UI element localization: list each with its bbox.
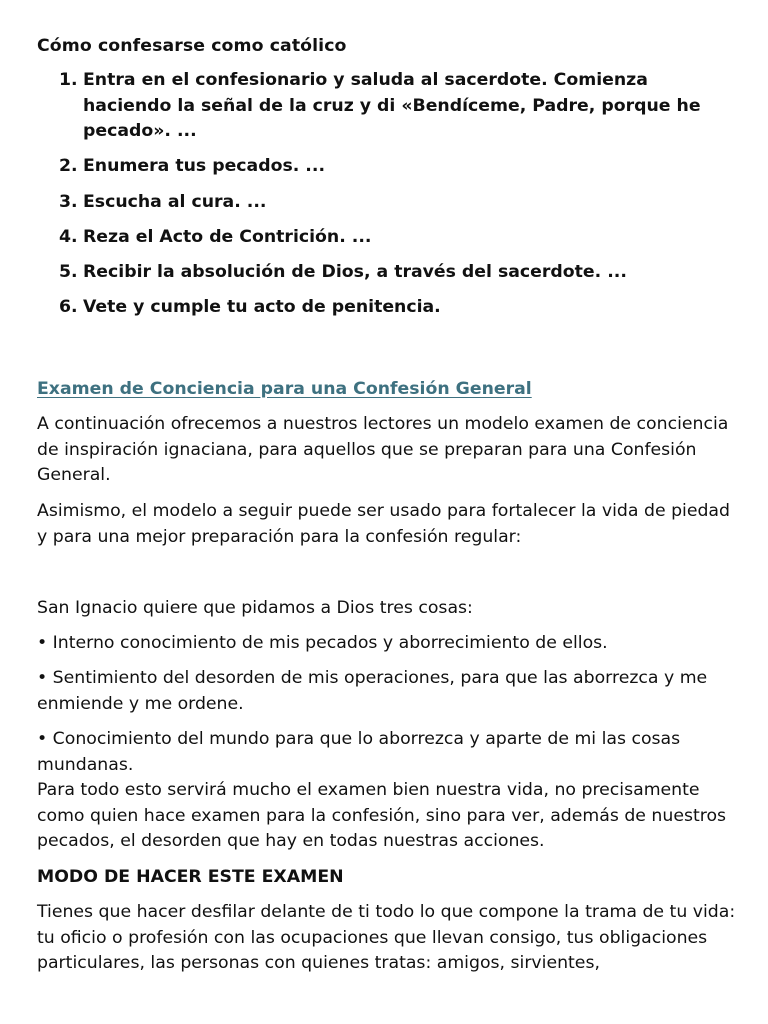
body-paragraph: Tienes que hacer desfilar delante de ti todo lo que compone la trama de tu vida: tu oficio o profesión con las ocupaciones que llevan consigo, tus obligaciones particulares, las personas con quienes tratas: amigos, sirvientes, — [37, 902, 736, 973]
bullet-item: • Conocimiento del mundo para que lo aborrezca y aparte de mi las cosas mundanas. — [37, 729, 681, 775]
list-item-number: 2. — [59, 156, 78, 177]
list-item-text: Vete y cumple tu acto de penitencia. — [83, 297, 441, 318]
list-item — [0, 154, 740, 180]
list-item-text: Recibir la absolución de Dios, a través del sacerdote. ... — [83, 262, 627, 283]
list-item-text: Entra en el confesionario y saluda al sacerdote. Comienza haciendo la señal de la cruz y di «Bendíceme, Padre, porque he pecado». ... — [83, 70, 701, 141]
list-item-number: 3. — [59, 191, 78, 212]
list-item — [0, 68, 740, 145]
list-item — [0, 190, 740, 216]
san-ignacio-paragraph: San Ignacio quiere que pidamos a Dios tres cosas: — [37, 598, 473, 618]
list-item-number: 6. — [59, 297, 78, 318]
confession-steps-list — [0, 68, 740, 331]
section-heading: MODO DE HACER ESTE EXAMEN — [37, 867, 344, 887]
page-heading: Cómo confesarse como católico — [37, 36, 347, 56]
bullet-item: • Sentimiento del desorden de mis operaciones, para que las aborrezca y me enmiende y me ordene. — [37, 668, 708, 714]
list-item-number: 1. — [59, 70, 78, 90]
list-item — [0, 260, 740, 286]
list-item-text: Enumera tus pecados. ... — [83, 156, 326, 177]
section-title-link[interactable]: Examen de Conciencia para una Confesión General — [37, 379, 532, 399]
list-item — [0, 295, 740, 321]
intro-paragraph: A continuación ofrecemos a nuestros lectores un modelo examen de conciencia de inspiración ignaciana, para aquellos que se preparan para una Confesión General. — [37, 414, 729, 485]
list-item-text: Escucha al cura. ... — [83, 191, 267, 212]
list-item — [0, 225, 740, 251]
list-item-number: 5. — [59, 262, 78, 283]
bullet-item: • Interno conocimiento de mis pecados y aborrecimiento de ellos. — [37, 633, 608, 653]
intro-paragraph-2: Asimismo, el modelo a seguir puede ser usado para fortalecer la vida de piedad y para una mejor preparación para la confesión regular: — [37, 501, 730, 547]
list-item-number: 4. — [59, 226, 78, 247]
body-paragraph: Para todo esto servirá mucho el examen bien nuestra vida, no precisamente como quien hace examen para la confesión, sino para ver, además de nuestros pecados, el desorden que hay en todas nuestras acciones. — [37, 780, 727, 851]
list-item-text: Reza el Acto de Contrición. ... — [83, 226, 372, 247]
